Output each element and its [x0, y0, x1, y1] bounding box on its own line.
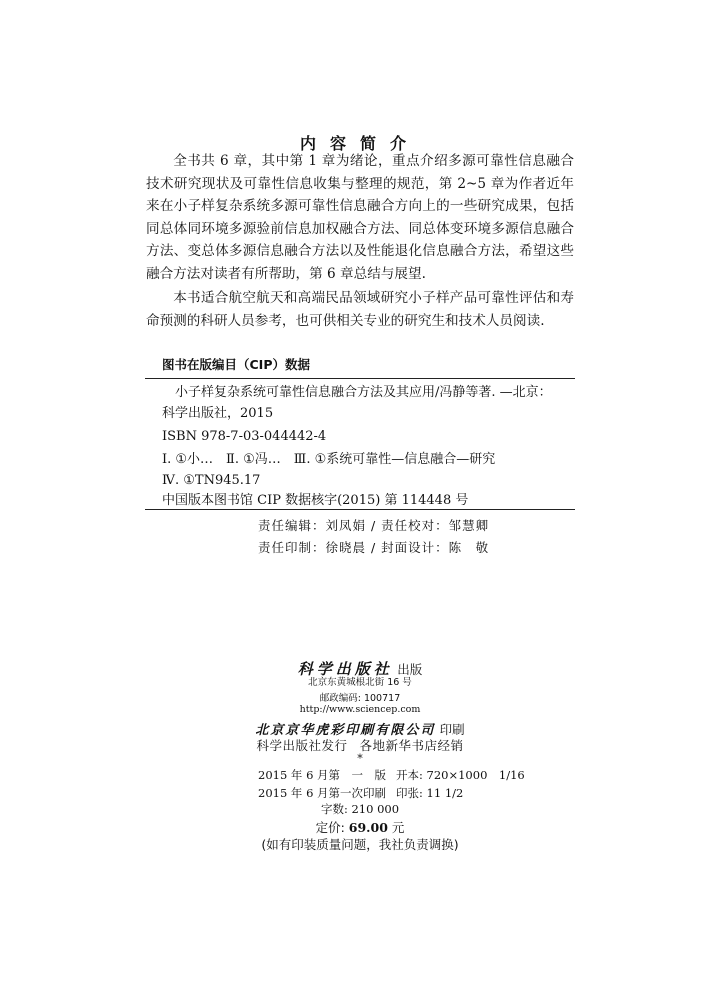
distribution-seller: 各地新华书店经销: [359, 738, 464, 753]
intro-paragraph-2-text: 本书适合航空航天和高端民品领域研究小子样产品可靠性评估和寿命预测的科研人员参考，也可供相关专业的研究生和技术人员阅读.: [146, 290, 574, 329]
cip-isbn-block: [162, 427, 572, 448]
price-unit: 元: [391, 820, 405, 835]
intro-paragraph-1-text: 全书共 6 章，其中第 1 章为绪论，重点介绍多源可靠性信息融合技术研究现状及可靠性信息收集与整理的规范，第 2~5 章为作者近年来在小子样复杂系统多源可靠性信息融合方向上的一些研究成果，包括同总体同环境多源验前信息加权融合方法、同总体变环境多源信息融合方法、变总体多源信息融合方法以及性能退化信息融合方法，希望这些融合方法对读者有所帮助，第 6 章总结与展望.: [146, 153, 574, 282]
printer-suffix: 印刷: [439, 722, 465, 737]
spec-printing: 2015 年 6 月第一次印刷: [258, 786, 387, 800]
publisher-suffix: 出版: [397, 662, 423, 677]
cip-title-block: [162, 383, 572, 424]
publisher-logo-name: 科学出版社: [297, 660, 393, 678]
intro-paragraph-2: [146, 287, 574, 332]
price-line: [0, 818, 720, 836]
cip-bottom-rule: [145, 509, 575, 510]
cip-heading: 图书在版编目（CIP）数据: [162, 357, 310, 372]
price-value: 69.00: [348, 820, 388, 835]
cip-classification-block: [162, 450, 572, 512]
cip-isbn: ISBN 978-7-03-044442-4: [162, 429, 327, 444]
printer-name: 北京京华虎彩印刷有限公司: [255, 723, 436, 738]
separator-star: *: [357, 752, 363, 765]
staff-editors: [258, 515, 489, 536]
distribution-issuer: 科学出版社发行: [256, 738, 348, 753]
cip-record: 中国版本图书馆 CIP 数据核字(2015) 第 114448 号: [162, 493, 469, 508]
cip-top-rule: [145, 378, 575, 379]
spec-format: 开本: 720×1000 1/16: [396, 768, 525, 782]
publisher-postcode: 邮政编码: 100717: [319, 693, 401, 704]
cip-class-line-1: Ⅰ. ①小… Ⅱ. ①冯… Ⅲ. ①系统可靠性—信息融合—研究: [162, 452, 496, 467]
spec-edition: 2015 年 6 月第 一 版: [258, 768, 387, 782]
staff-line-1: 责任编辑：刘凤娟 / 责任校对：邹慧卿: [258, 518, 490, 533]
publisher-address: 北京东黄城根北街 16 号: [308, 677, 412, 688]
quality-notice: (如有印装质量问题，我社负责调换): [261, 837, 459, 852]
cip-class-line-2: Ⅳ. ①TN945.17: [162, 472, 261, 488]
staff-line-2: 责任印制：徐晓晨 / 封面设计：陈 敬: [258, 540, 490, 555]
spec-sheets: 印张: 11 1/2: [396, 786, 464, 800]
staff-production: [258, 537, 489, 558]
price-label: 定价:: [315, 820, 345, 835]
spec-words: 字数: 210 000: [320, 802, 400, 816]
publisher-website: http://www.sciencep.com: [299, 704, 421, 715]
intro-paragraph-1: [146, 150, 574, 286]
intro-title: 内容简介: [299, 134, 420, 153]
cip-title-line-1: 小子样复杂系统可靠性信息融合方法及其应用/冯静等著. —北京：: [175, 385, 552, 400]
cip-title-line-2: 科学出版社，2015: [162, 405, 274, 421]
